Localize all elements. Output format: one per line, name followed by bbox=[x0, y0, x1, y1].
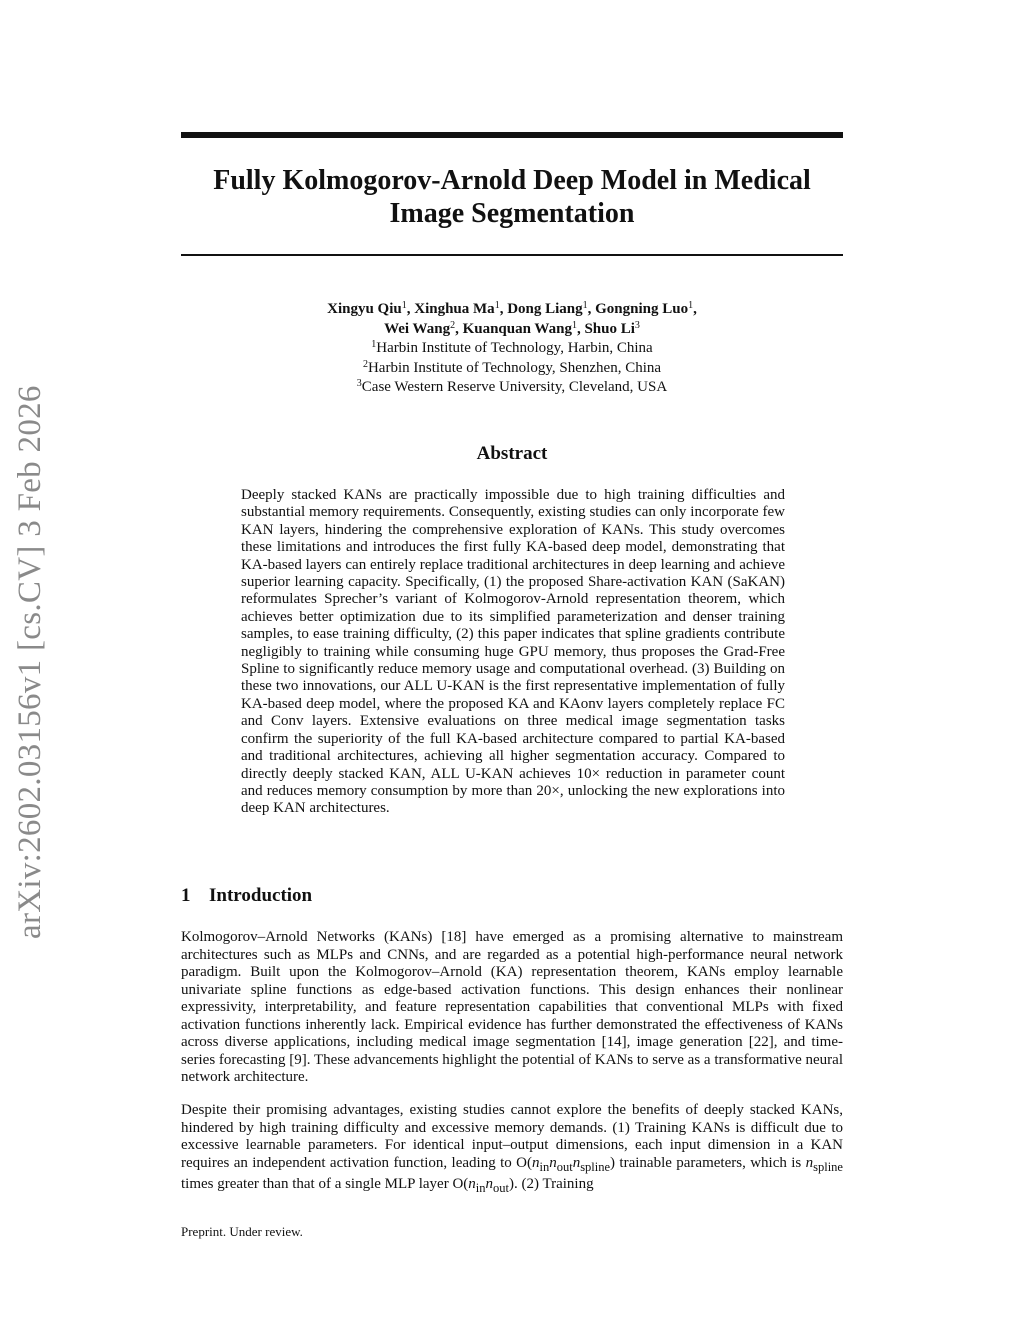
author-separator: , bbox=[587, 301, 596, 317]
author-affiliation-mark: 1 bbox=[494, 300, 500, 311]
section-number: 1 bbox=[181, 885, 191, 906]
affiliation-mark: 1 bbox=[371, 339, 377, 350]
author-name: Shuo Li bbox=[584, 320, 635, 337]
math-n-spline bbox=[805, 1154, 843, 1174]
affiliation-text: Harbin Institute of Technology, Shenzhen, China bbox=[367, 359, 662, 376]
author-line-1 bbox=[181, 300, 843, 320]
intro-paragraph-1: Kolmogorov–Arnold Networks (KANs) [18] have emerged as a promising alternative to mainstream architectures such as MLPs and CNNs, and are regarded as a potential high-performance neural network paradigm. Built upon the Kolmogorov–Arnold (KA) representation theorem, KANs employ learnable univariate spline functions as edge-based activation functions. This design enhances their nonlinear expressivity, interpretability, and feature representation capabilities that conventional MLPs with fixed activation functions inherently lack. Empirical evidence has further demonstrated the effectiveness of KANs across diverse applications, including medical image segmentation [14], image generation [22], and time-series forecasting [9]. These advancements highlight the potential of KANs to serve as a transformative neural network architecture. bbox=[181, 929, 844, 1085]
author-affiliation-mark: 3 bbox=[634, 319, 640, 331]
math-subscript: in bbox=[539, 1159, 550, 1174]
author-name: Wei Wang bbox=[384, 320, 451, 337]
math-mlp-count bbox=[452, 1176, 514, 1195]
affiliation bbox=[181, 378, 843, 398]
math-variable: n bbox=[572, 1154, 581, 1171]
author-separator: , bbox=[693, 301, 697, 317]
author-affiliation-mark: 1 bbox=[401, 300, 407, 311]
math-subscript: spline bbox=[813, 1159, 843, 1174]
math-symbol: O( bbox=[452, 1176, 469, 1192]
math-subscript: spline bbox=[580, 1159, 611, 1174]
paragraph-text: Despite their promising advantages, existing studies cannot explore the benefits of deeply stacked KANs, hindered by high training difficulty and excessive memory demands. (1) Training KANs is difficult due to excessive learnable parameters. For identical input–output dimensions, each input dimension in a KAN requires an independent activation function, leading to bbox=[181, 1102, 843, 1171]
abstract-text: Deeply stacked KANs are practically impossible due to high training difficulties and substantial memory requirements. Consequently, existing studies can only incorporate few KAN layers, hindering the comprehensive exploration of KANs. This study overcomes these limitations and introduces the first fully KA-based deep model, demonstrating that KA-based layers can entirely replace traditional architectures in deep learning and achieve superior learning capacity. Specifically, (1) the proposed Share-activation KAN (SaKAN) reformulates Sprecher’s variant of Kolmogorov-Arnold representation theorem, which achieves better optimization due to its simplified parameterization and denser training samples, to ease training difficulty, (2) this paper indicates that spline gradients contribute negligibly to training while consuming huge GPU memory, thus proposes the Grad-Free Spline to significantly reduce memory usage and computational overhead. (3) Building on these two innovations, our ALL U-KAN is the first representative implementation of fully KA-based deep model, where the proposed KA and KAonv layers completely replace FC and Conv layers. Extensive evaluations on three medical image segmentation tasks confirm the superiority of the full KA-based architecture compared to partial KA-based and traditional architectures, achieving all higher segmentation accuracy. Compared to directly deeply stacked KAN, ALL U-KAN achieves 10× reduction in parameter count and reduces memory consumption by more than 20×, unlocking the new explorations into deep KAN architectures. bbox=[241, 487, 785, 817]
arxiv-identifier: arXiv:2602.03156v1 [cs.CV] 3 Feb 2026 bbox=[12, 385, 48, 940]
title-bottom-rule bbox=[181, 254, 843, 256]
math-param-count bbox=[516, 1154, 616, 1174]
paragraph-text: times greater than that of a single MLP layer bbox=[181, 1176, 453, 1192]
math-variable: n bbox=[805, 1154, 814, 1171]
author-separator: , bbox=[406, 301, 415, 317]
intro-paragraph-2 bbox=[181, 1102, 843, 1198]
paragraph-text: trainable parameters, which is bbox=[615, 1154, 806, 1171]
affiliation bbox=[181, 339, 843, 359]
math-symbol: ) bbox=[509, 1176, 514, 1192]
math-variable: n bbox=[485, 1176, 494, 1192]
title-top-rule bbox=[181, 132, 843, 138]
math-variable: n bbox=[468, 1176, 476, 1192]
section-title: Introduction bbox=[209, 885, 313, 906]
abstract-heading: Abstract bbox=[476, 443, 548, 464]
math-subscript: out bbox=[493, 1181, 509, 1195]
math-subscript: out bbox=[556, 1159, 573, 1174]
author-separator: , bbox=[576, 320, 585, 337]
author-name: Xingyu Qiu bbox=[327, 301, 402, 317]
author-separator: , bbox=[499, 301, 508, 317]
author-affiliation-mark: 2 bbox=[450, 319, 456, 331]
math-symbol: O( bbox=[516, 1154, 532, 1171]
author-name: Gongning Luo bbox=[595, 301, 689, 317]
author-name: Dong Liang bbox=[507, 301, 583, 317]
affiliation-mark: 3 bbox=[356, 378, 362, 389]
math-variable: n bbox=[549, 1154, 557, 1171]
author-line-2 bbox=[181, 320, 843, 340]
math-subscript: in bbox=[475, 1181, 486, 1195]
author-affiliation-mark: 1 bbox=[571, 319, 577, 331]
author-separator: , bbox=[455, 320, 463, 337]
author-affiliation-mark: 1 bbox=[688, 300, 694, 311]
math-variable: n bbox=[531, 1154, 540, 1171]
paragraph-text: . (2) Training bbox=[514, 1176, 594, 1192]
affiliation bbox=[181, 359, 843, 379]
paper-title: Fully Kolmogorov-Arnold Deep Model in Medical Image Segmentation bbox=[213, 165, 811, 229]
math-symbol: ) bbox=[610, 1154, 616, 1171]
author-block bbox=[181, 300, 843, 398]
author-name: Xinghua Ma bbox=[414, 301, 495, 317]
affiliation-text: Harbin Institute of Technology, Harbin, China bbox=[376, 340, 653, 356]
footer-note: Preprint. Under review. bbox=[181, 1224, 303, 1239]
affiliation-mark: 2 bbox=[362, 358, 368, 370]
affiliation-text: Case Western Reserve University, Cleveland, USA bbox=[361, 379, 668, 395]
section-heading-introduction bbox=[181, 885, 312, 907]
author-name: Kuanquan Wang bbox=[462, 320, 572, 337]
author-affiliation-mark: 1 bbox=[582, 300, 588, 311]
